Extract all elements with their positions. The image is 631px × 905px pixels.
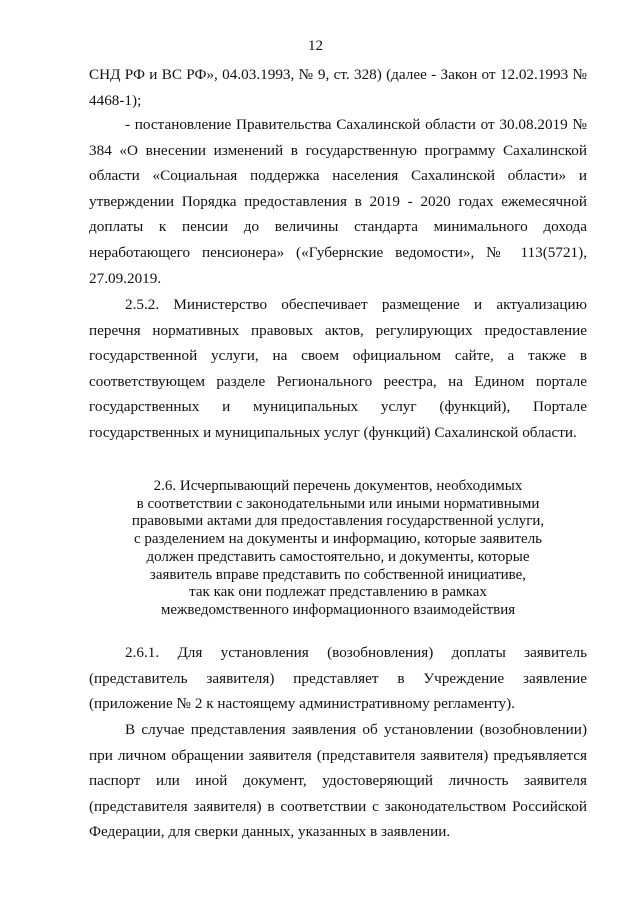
page-number: 12 xyxy=(308,38,323,54)
paragraph-2-5-2: 2.5.2. Министерство обеспечивает размещение и актуализацию перечня нормативных правовых актов, регулирующих предоставление государственной услуги, на своем официальном сайте, а также в соответствующем разделе Регионального реестра, на Едином портале государственных и муниципальных услуг (функций), Портале государственных и муниципальных услуг (функций) Сахалинской области. xyxy=(89,296,587,441)
paragraph-2-6-1: 2.6.1. Для установления (возобновления) доплаты заявитель (представитель заявителя) представляет в Учреждение заявление (приложение № 2 к настоящему административному регламенту). xyxy=(89,644,587,713)
section-heading-2-6 xyxy=(100,478,576,620)
paragraph-sakhalin-resolution: - постановление Правительства Сахалинской области от 30.08.2019 № 384 «О внесении изменений в государственную программу Сахалинской области «Социальная поддержка населения Сахалинской области» и утверждении Порядка предоставления в 2019 - 2020 годах ежемесячной доплаты к пенсии до величины стандарта минимального дохода неработающего пенсионера» («Губернские ведомости», № 113(5721), 27.09.2019. xyxy=(89,116,587,287)
section-2-5-2 xyxy=(89,292,587,446)
personal-visit-paragraph xyxy=(89,717,587,845)
law-reference-continuation xyxy=(89,62,587,113)
heading-line: так как они подлежат представлению в рамках xyxy=(189,584,487,601)
heading-line: правовыми актами для предоставления государственной услуги, xyxy=(131,513,545,530)
paragraph-law-reference: СНД РФ и ВС РФ», 04.03.1993, № 9, ст. 328) (далее - Закон от 12.02.1993 № 4468-1); xyxy=(89,66,587,109)
heading-line: должен представить самостоятельно, и документы, которые xyxy=(146,548,530,565)
sakhalin-resolution-item xyxy=(89,112,587,291)
heading-line: 2.6. Исчерпывающий перечень документов, необходимых xyxy=(153,478,523,494)
heading-line: заявитель вправе представить по собственной инициативе, xyxy=(149,566,527,583)
heading-line: с разделением на документы и информацию, которые заявитель xyxy=(133,531,543,548)
heading-line: межведомственного информационного взаимодействия xyxy=(160,601,516,618)
paragraph-personal-visit: В случае представления заявления об установлении (возобновлении) при личном обращении заявителя (представителя заявителя) предъявляется паспорт или иной документ, удостоверяющий личность заявителя (представителя заявителя) в соответствии с законодательством Российской Федерации, для сверки данных, указанных в заявлении. xyxy=(89,721,587,841)
section-2-6-1 xyxy=(89,640,587,717)
heading-line: в соответствии с законодательными или иными нормативными xyxy=(136,495,540,512)
